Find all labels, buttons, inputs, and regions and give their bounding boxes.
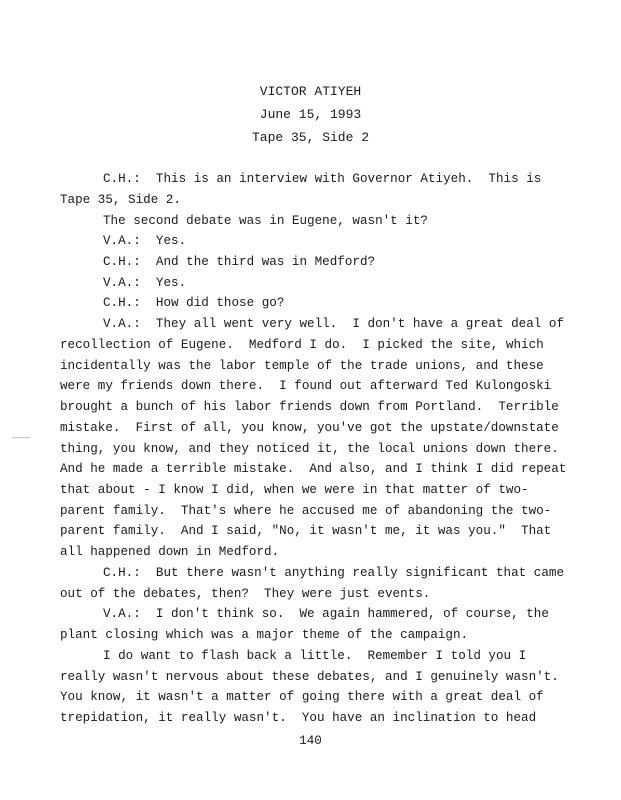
transcript-line: C.H.: But there wasn't anything really significant that came bbox=[103, 565, 565, 580]
transcript-line: incidentally was the labor temple of the trade unions, and these bbox=[60, 358, 544, 373]
transcript-line: V.A.: They all went very well. I don't have a great deal of bbox=[103, 317, 565, 332]
tape-label: Tape 35, Side 2 bbox=[251, 130, 370, 145]
transcript-line: I do want to flash back a little. Remember I told you I bbox=[103, 648, 527, 663]
transcript-line: all happened down in Medford. bbox=[60, 545, 280, 560]
transcript-line: out of the debates, then? They were just events. bbox=[60, 586, 431, 601]
transcript-line: trepidation, it really wasn't. You have an inclination to head bbox=[60, 711, 537, 725]
interview-date: June 15, 1993 bbox=[259, 107, 362, 122]
transcript-line: V.A.: I don't think so. We again hammered, of course, the bbox=[103, 607, 549, 622]
transcript-line: mistake. First of all, you know, you've got the upstate/downstate bbox=[60, 420, 559, 435]
transcript-line: And he made a terrible mistake. And also, and I think I did repeat bbox=[60, 462, 567, 477]
transcript-line: You know, it wasn't a matter of going there with a great deal of bbox=[60, 690, 544, 705]
transcript-line: recollection of Eugene. Medford I do. I picked the site, which bbox=[60, 337, 544, 352]
transcript-line: brought a bunch of his labor friends down from Portland. Terrible bbox=[60, 400, 559, 414]
transcript-line: V.A.: Yes. bbox=[103, 234, 187, 249]
transcript-line: were my friends down there. I found out afterward Ted Kulongoski bbox=[60, 379, 552, 394]
transcript-line: Tape 35, Side 2. bbox=[60, 192, 181, 207]
transcript-line: parent family. And I said, "No, it wasn't me, it was you." That bbox=[60, 524, 552, 539]
transcript-line: C.H.: This is an interview with Governor Atiyeh. This is bbox=[103, 172, 542, 186]
transcript-line: parent family. That's where he accused me of abandoning the two- bbox=[60, 503, 552, 518]
transcript-line: V.A.: Yes. bbox=[103, 275, 187, 290]
transcript-line: The second debate was in Eugene, wasn't it? bbox=[103, 213, 428, 228]
transcript-line: plant closing which was a major theme of the campaign. bbox=[60, 628, 469, 643]
transcript-line: really wasn't nervous about these debates, and I genuinely wasn't. bbox=[60, 669, 559, 684]
page-number: 140 bbox=[299, 734, 322, 748]
transcript-line: C.H.: And the third was in Medford? bbox=[103, 254, 376, 269]
transcript-line: C.H.: How did those go? bbox=[103, 296, 285, 311]
interviewee-name: VICTOR ATIYEH bbox=[259, 84, 362, 99]
transcript-line: that about - I know I did, when we were in that matter of two- bbox=[60, 483, 529, 497]
transcript-line: thing, you know, and they noticed it, the local unions down there. bbox=[60, 441, 559, 456]
margin-scan-mark bbox=[12, 437, 30, 438]
